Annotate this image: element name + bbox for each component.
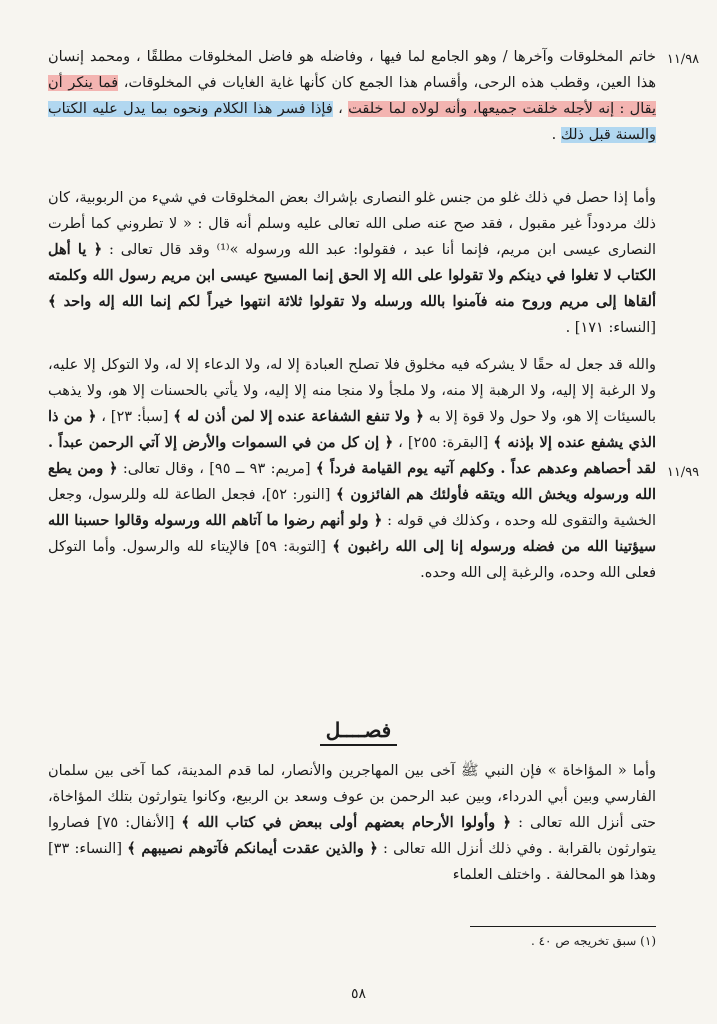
section-heading bbox=[0, 718, 717, 746]
quran-verse: ﴿ والذين عقدت أيمانكم فآتوهم نصيبهم ﴾ bbox=[127, 840, 378, 857]
quran-verse: ﴿ ولا تنفع الشفاعة عنده إلا لمن أذن له ﴾ bbox=[173, 408, 424, 425]
margin-reference: ١١/٩٩ bbox=[666, 465, 700, 480]
blue-highlight: فإذا فسر هذا الكلام ونحوه بما يدل عليه الكتاب والسنة قبل ذلك bbox=[48, 101, 656, 143]
verse-reference: [الأنفال: ٧٥] فصاروا يتوارثون بالقرابة . وفي ذلك أنزل الله تعالى : bbox=[48, 815, 656, 857]
section-heading-text: فصــــل bbox=[320, 718, 398, 746]
paragraph-2 bbox=[48, 185, 656, 341]
verse-reference: [النساء: ٣٣] وهذا هو المحالفة . واختلف العلماء bbox=[48, 841, 656, 883]
paragraph-text: خاتم المخلوقات وآخرها / وهو الجامع لما فيها ، وفاضله هو فاضل المخلوقات مطلقًا ، ومحمد إنسان هذا العين، وقطب هذه الرحى، وأقسام هذا الجمع كان كأنها غاية الغايات في المخلوقات، bbox=[48, 49, 657, 91]
paragraph-end: . bbox=[551, 127, 561, 143]
paragraph-text: وأما « المؤاخاة » فإن النبي ﷺ آخى بين المهاجرين والأنصار، لما قدم المدينة، كما آخى بين سلمان الفارسي وبين أبي الدرداء، وبين عبد الرحمن بن عوف وسعد بن الربيع، وكانوا يتوارثون بتلك المؤاخاة، حتى أنزل الله تعالى : bbox=[48, 763, 656, 831]
footnote-divider bbox=[470, 926, 656, 927]
verse-reference: [البقرة: ٢٥٥] ، bbox=[393, 435, 494, 451]
verse-reference: [التوبة: ٥٩] فالإيتاء لله والرسول. وأما التوكل فعلى الله وحده، والرغبة إلى الله وحده. bbox=[48, 539, 656, 581]
quran-verse: ﴿ إن كل من في السموات والأرض إلا آتي الرحمن عبداً . لقد أحصاهم وعدهم عداً . وكلهم آتيه يوم القيامة فرداً ﴾ bbox=[48, 434, 656, 477]
paragraph-text: والله قد جعل له حقًا لا يشركه فيه مخلوق فلا تصلح العبادة إلا له، ولا الدعاء إلا له، ولا التوكل إلا عليه، ولا الرغبة إلا إليه، ولا الرهبة إلا منه، ولا ملجأ ولا منجا منه إلا إليه، ولا يأتي بالحسنات إلا هو، ولا يذهب بالسيئات إلا هو، ولا حول ولا قوة إلا به bbox=[48, 357, 657, 425]
verse-reference: [سبأ: ٢٣] ، bbox=[96, 409, 174, 425]
verse-reference: [النساء: ١٧١] . bbox=[565, 320, 656, 336]
paragraph-3 bbox=[48, 352, 656, 586]
verse-reference: [النور: ٥٢]، فجعل الطاعة لله وللرسول، وجعل الخشية والتقوى لله وحده ، وكذلك في قوله : bbox=[48, 487, 656, 529]
quran-verse: ﴿ ومن يطع الله ورسوله ويخش الله ويتقه فأولئك هم الفائزون ﴾ bbox=[48, 460, 656, 503]
quran-verse: ﴿ ولو أنهم رضوا ما آتاهم الله ورسوله وقالوا حسبنا الله سيؤتينا الله من فضله ورسوله إنا إلى الله راغبون ﴾ bbox=[48, 512, 657, 555]
footnote: (١) سبق تخريجه ص ٤٠ . bbox=[530, 934, 656, 948]
page-number: ٥٨ bbox=[350, 986, 367, 1002]
verse-reference: [مريم: ٩٣ ــ ٩٥] ، وقال تعالى: bbox=[117, 461, 316, 477]
red-highlight: فما ينكر أن يقال : إنه لأجله خلقت جميعها، وأنه لولاه لما خلقت bbox=[48, 75, 657, 117]
quran-verse: ﴿ يا أهل الكتاب لا تغلوا في دينكم ولا تقولوا على الله إلا الحق إنما المسيح عيسى ابن مريم رسول الله وكلمته ألقاها إلى مريم وروح منه فآمنوا بالله ورسله ولا تقولوا ثلاثة انتهوا خيراً لكم إنما الله إله واحد ﴾ bbox=[48, 241, 656, 310]
margin-reference: ١١/٩٨ bbox=[666, 52, 700, 67]
quran-verse: ﴿ وأولوا الأرحام بعضهم أولى ببعض في كتاب الله ﴾ bbox=[181, 814, 512, 831]
quran-verse: ﴿ من ذا الذي يشفع عنده إلا بإذنه ﴾ bbox=[48, 408, 657, 451]
paragraph-text: وأما إذا حصل في ذلك غلو من جنس غلو النصارى بإشراك بعض المخلوقات في شيء من الربوبية، كان ذلك مردوداً غير مقبول ، فقد صح عنه صلى الله تعالى عليه وسلم أنه قال : « لا تطروني كما أطرت النصارى عيسى ابن مريم، فإنما أنا عبد ، فقولوا: عبد الله ورسوله »⁽¹⁾ وقد قال تعالى : bbox=[48, 190, 657, 258]
paragraph-4 bbox=[48, 758, 656, 888]
paragraph-1 bbox=[48, 44, 656, 148]
separator: ، bbox=[332, 101, 349, 117]
